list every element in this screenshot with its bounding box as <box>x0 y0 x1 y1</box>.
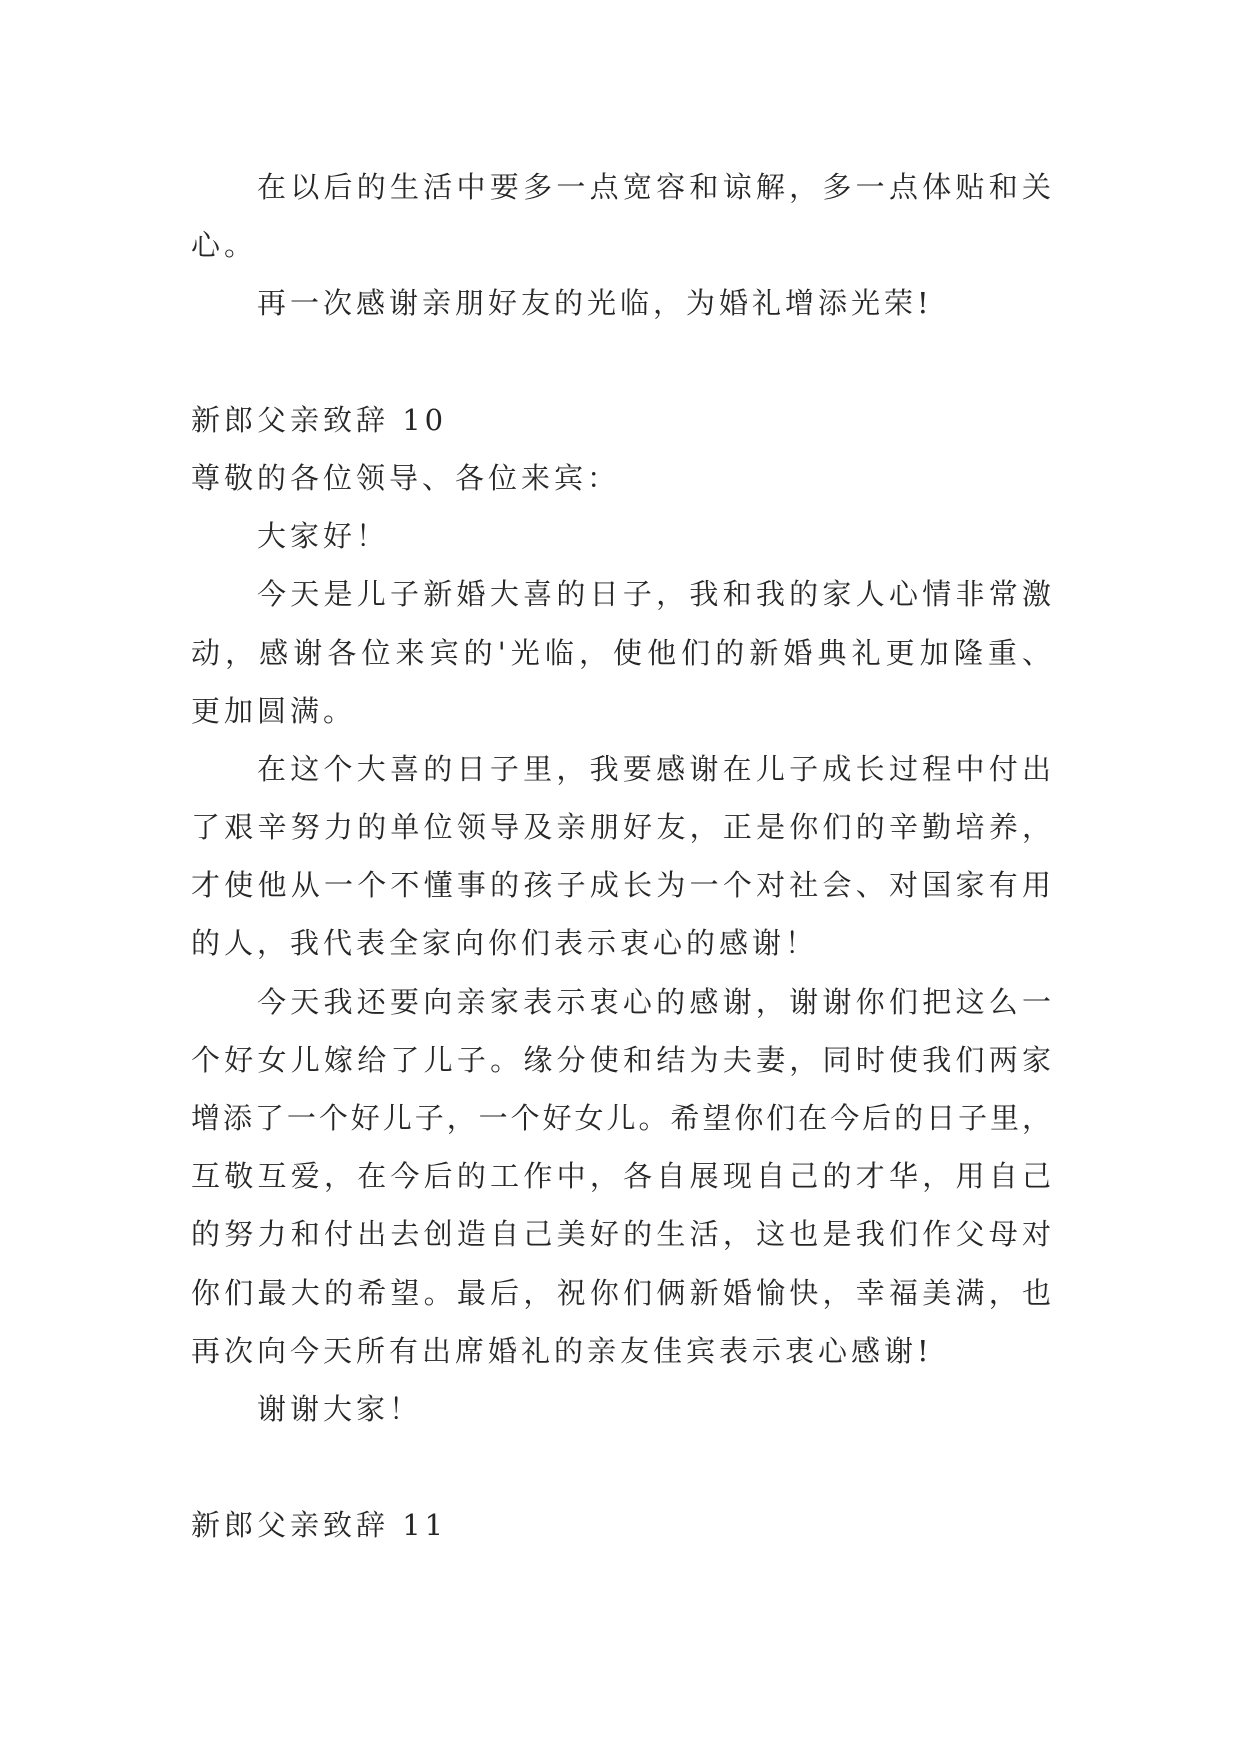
paragraph-line: 更加圆满。 <box>191 693 357 728</box>
paragraph-line: 今天我还要向亲家表示衷心的感谢，谢谢你们把这么一 <box>257 984 1051 1019</box>
paragraph-line: 你们最大的希望。最后，祝你们俩新婚愉快，幸福美满，也 <box>191 1275 1051 1310</box>
paragraph-line: 的努力和付出去创造自己美好的生活，这也是我们作父母对 <box>191 1217 1051 1252</box>
paragraph-line: 今天是儿子新婚大喜的日子，我和我的家人心情非常激 <box>257 577 1051 612</box>
section-title: 新郎父亲致辞 11 <box>191 1508 448 1543</box>
speech-section <box>191 1496 1051 1554</box>
document-body <box>191 158 1051 1555</box>
paragraph <box>191 973 1051 1380</box>
paragraph-line: 增添了一个好儿子，一个好女儿。希望你们在今后的日子里， <box>191 1101 1051 1135</box>
paragraph-line: 个好女儿嫁给了儿子。缘分使和结为夫妻，同时使我们两家 <box>191 1042 1051 1077</box>
paragraph-line: 了艰辛努力的单位领导及亲朋好友，正是你们的辛勤培养， <box>191 810 1051 845</box>
paragraph-line: 大家好！ <box>257 519 390 554</box>
salutation: 尊敬的各位领导、各位来宾： <box>191 460 621 495</box>
paragraph <box>191 1380 1051 1438</box>
section-title: 新郎父亲致辞 10 <box>191 402 448 437</box>
paragraph-line: 心。 <box>191 228 258 263</box>
continued-paragraph <box>191 274 1051 332</box>
paragraph <box>191 565 1051 740</box>
continued-paragraph <box>191 158 1051 274</box>
paragraph-line: 在这个大喜的日子里，我要感谢在儿子成长过程中付出 <box>257 751 1051 786</box>
paragraph-line: 再一次感谢亲朋好友的光临，为婚礼增添光荣! <box>257 286 933 321</box>
paragraph <box>191 740 1051 973</box>
paragraph-line: 谢谢大家！ <box>257 1391 423 1426</box>
paragraph-line: 的人，我代表全家向你们表示衷心的感谢！ <box>191 926 819 961</box>
paragraph <box>191 507 1051 565</box>
paragraph-line: 动，感谢各位来宾的'光临，使他们的新婚典礼更加隆重、 <box>191 635 1051 670</box>
paragraph-line: 互敬互爱，在今后的工作中，各自展现自己的才华，用自己 <box>191 1159 1051 1194</box>
paragraph-line: 在以后的生活中要多一点宽容和谅解，多一点体贴和关 <box>257 170 1051 204</box>
paragraph-line: 才使他从一个不懂事的孩子成长为一个对社会、对国家有用 <box>191 868 1051 903</box>
speech-section <box>191 391 1051 1438</box>
paragraph-line: 再次向今天所有出席婚礼的亲友佳宾表示衷心感谢! <box>191 1333 933 1368</box>
